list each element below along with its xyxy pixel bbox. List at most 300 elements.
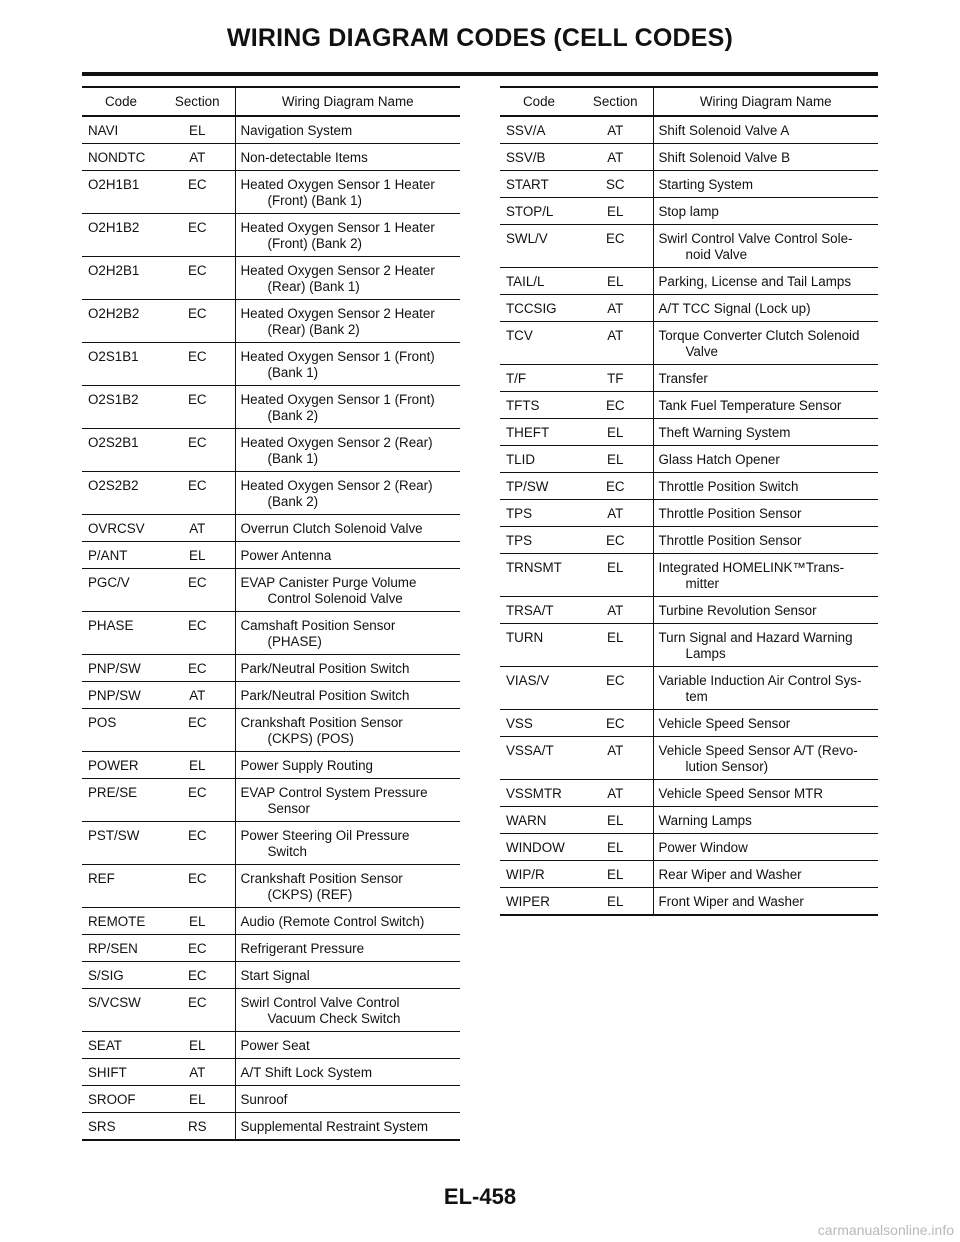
cell-name-line: A/T Shift Lock System [240,1065,372,1080]
table-row [82,752,460,779]
cell-code: NONDTC [88,150,146,165]
cell-name [653,365,878,392]
cell-name-line: tem [685,689,708,704]
cell-name [653,527,878,554]
cell-name-line: Park/Neutral Position Switch [240,688,410,703]
table-row [500,667,878,710]
cell-section: EL [578,554,653,597]
cell-name [235,989,460,1032]
table-row [500,710,878,737]
cell-code: TCV [506,328,533,343]
cell-section: EL [160,542,235,569]
cell-name-line: Parking, License and Tail Lamps [658,274,852,289]
cell-name [653,225,878,268]
cell-code: O2S2B2 [88,478,139,493]
cell-name-line: Power Steering Oil Pressure [240,828,410,843]
cell-name-line: Transfer [658,371,708,386]
cell-code: WINDOW [506,840,565,855]
table-row [500,624,878,667]
cell-name-line: Vacuum Check Switch [267,1011,401,1026]
cell-name [235,116,460,144]
table-row [82,472,460,515]
table-row [82,171,460,214]
cell-name [653,780,878,807]
cell-code: TRSA/T [506,603,554,618]
cell-name [235,752,460,779]
cell-name-line: Vehicle Speed Sensor [658,716,791,731]
cell-section: EC [160,300,235,343]
cell-code: O2H2B1 [88,263,140,278]
cell-name-line: (CKPS) (POS) [267,731,354,746]
cell-name-line: Supplemental Restraint System [240,1119,429,1134]
cell-code: STOP/L [506,204,554,219]
cell-name-line: Non-detectable Items [240,150,368,165]
cell-code: WARN [506,813,547,828]
cell-code: PHASE [88,618,134,633]
cell-name-line: Heated Oxygen Sensor 1 Heater [240,177,435,192]
table-row [500,500,878,527]
cell-section: EC [160,655,235,682]
cell-section: SC [578,171,653,198]
cell-name [653,888,878,916]
cell-name-line: Lamps [685,646,726,661]
table-row [500,861,878,888]
cell-section: EL [578,446,653,473]
cell-code: PNP/SW [88,661,141,676]
cell-name [653,171,878,198]
cell-section: EC [578,473,653,500]
page-title: WIRING DIAGRAM CODES (CELL CODES) [226,24,734,52]
cell-name [653,446,878,473]
cell-name [653,861,878,888]
cell-code: O2H1B2 [88,220,140,235]
cell-code: NAVI [88,123,119,138]
table-row [82,257,460,300]
cell-name [653,473,878,500]
cell-code: O2S1B2 [88,392,139,407]
cell-name [235,655,460,682]
cell-name-line: Switch [267,844,307,859]
cell-name [653,834,878,861]
cell-name-line: mitter [685,576,719,591]
right-table-body [500,116,878,915]
cell-section: EC [160,569,235,612]
cell-name-line: Warning Lamps [658,813,752,828]
table-row [82,542,460,569]
cell-section: AT [160,515,235,542]
cell-name-line: Theft Warning System [658,425,791,440]
cell-code: WIPER [506,894,550,909]
table-row [82,343,460,386]
cell-code: SSV/B [506,150,546,165]
table-row [500,527,878,554]
cell-section: RS [160,1113,235,1141]
cell-name [235,1032,460,1059]
table-row [500,268,878,295]
table-row [82,214,460,257]
cell-name-line: Sensor [267,801,310,816]
cell-name [653,710,878,737]
table-header-row [82,87,460,116]
cell-name-line: Shift Solenoid Valve B [658,150,791,165]
table-row [82,779,460,822]
cell-name [653,322,878,365]
cell-name-line: Glass Hatch Opener [658,452,780,467]
cell-name-line: Turbine Revolution Sensor [658,603,817,618]
codes-table-left [82,86,460,1141]
cell-name-line: (Bank 1) [267,365,319,380]
cell-name-line: (Front) (Bank 1) [267,193,362,208]
header-section: Section [578,87,653,116]
header-name: Wiring Diagram Name [699,93,832,109]
codes-table-right [500,86,878,916]
cell-name-line: lution Sensor) [685,759,769,774]
cell-section: AT [578,780,653,807]
cell-name-line: Rear Wiper and Washer [658,867,802,882]
cell-name-line: Valve [685,344,719,359]
title-rule [82,72,878,76]
cell-name-line: Crankshaft Position Sensor [240,715,403,730]
cell-section: EC [160,612,235,655]
cell-name [653,268,878,295]
cell-name [653,500,878,527]
table-row [82,908,460,935]
cell-section: EC [578,225,653,268]
cell-name-line: Stop lamp [658,204,719,219]
cell-name-line: Throttle Position Switch [658,479,799,494]
cell-name [235,542,460,569]
cell-section: EL [160,1032,235,1059]
cell-name-line: (Rear) (Bank 1) [267,279,360,294]
left-column [82,86,460,1141]
cell-name [653,116,878,144]
cell-section: EC [160,343,235,386]
table-row [500,807,878,834]
cell-code: TLID [506,452,536,467]
cell-section: AT [578,737,653,780]
cell-section: EL [578,888,653,916]
cell-code: SEAT [88,1038,122,1053]
table-row [500,737,878,780]
cell-code: WIP/R [506,867,545,882]
cell-section: EL [578,861,653,888]
cell-code: RP/SEN [88,941,138,956]
cell-name [235,709,460,752]
cell-section: EC [160,257,235,300]
table-header-row [500,87,878,116]
cell-name-line: Heated Oxygen Sensor 2 (Rear) [240,478,433,493]
cell-section: EC [160,214,235,257]
cell-name-line: Refrigerant Pressure [240,941,365,956]
cell-name-line: Variable Induction Air Control Sys- [658,673,862,688]
table-row [500,597,878,624]
cell-name [653,198,878,225]
cell-name-line: (PHASE) [267,634,322,649]
cell-section: EL [578,198,653,225]
cell-name-line: Sunroof [240,1092,288,1107]
cell-name-line: (Bank 2) [267,494,319,509]
cell-code: PST/SW [88,828,140,843]
cell-name-line: Throttle Position Sensor [658,506,802,521]
cell-code: REMOTE [88,914,146,929]
cell-name [235,908,460,935]
cell-section: AT [578,500,653,527]
table-row [82,655,460,682]
table-row [500,419,878,446]
cell-name [653,144,878,171]
cell-section: EC [578,710,653,737]
table-row [82,989,460,1032]
cell-section: EL [578,834,653,861]
cell-name [235,779,460,822]
table-row [500,888,878,916]
cell-section: AT [578,597,653,624]
table-row [82,386,460,429]
cell-name-line: Heated Oxygen Sensor 1 (Front) [240,392,435,407]
cell-name [235,144,460,171]
cell-code: S/SIG [88,968,124,983]
cell-name [235,865,460,908]
table-row [500,225,878,268]
cell-name-line: noid Valve [685,247,748,262]
cell-name-line: (CKPS) (REF) [267,887,353,902]
cell-name-line: A/T TCC Signal (Lock up) [658,301,811,316]
cell-code: POWER [88,758,139,773]
cell-name [653,667,878,710]
cell-name [235,569,460,612]
cell-section: AT [578,295,653,322]
table-row [82,116,460,144]
cell-name-line: Swirl Control Valve Control Sole- [658,231,853,246]
table-row [82,962,460,989]
table-row [82,612,460,655]
cell-section: EL [578,807,653,834]
table-row [82,300,460,343]
cell-section: EC [160,472,235,515]
table-row [500,780,878,807]
cell-name [235,612,460,655]
cell-section: EC [160,962,235,989]
cell-name-line: Front Wiper and Washer [658,894,804,909]
cell-code: TPS [506,533,533,548]
cell-code: POS [88,715,117,730]
header-section: Section [160,87,235,116]
cell-section: EC [160,709,235,752]
cell-name-line: Heated Oxygen Sensor 2 Heater [240,263,435,278]
cell-code: OVRCSV [88,521,145,536]
cell-name [653,807,878,834]
cell-code: SSV/A [506,123,546,138]
cell-name [235,300,460,343]
table-row [82,1086,460,1113]
cell-name [653,624,878,667]
table-row [82,709,460,752]
cell-name-line: Starting System [658,177,754,192]
cell-name [653,392,878,419]
table-row [82,1059,460,1086]
table-row [500,116,878,144]
cell-name-line: Power Seat [240,1038,310,1053]
cell-section: EC [160,171,235,214]
cell-name-line: Park/Neutral Position Switch [240,661,410,676]
table-row [82,1032,460,1059]
table-row [500,295,878,322]
cell-section: EC [160,429,235,472]
cell-code: TFTS [506,398,540,413]
page-number: EL-458 [443,1184,517,1209]
table-row [82,515,460,542]
cell-name-line: Swirl Control Valve Control [240,995,400,1010]
cell-section: EC [578,667,653,710]
cell-code: O2S1B1 [88,349,139,364]
cell-name-line: Crankshaft Position Sensor [240,871,403,886]
cell-name-line: (Bank 2) [267,408,319,423]
cell-name [653,419,878,446]
left-table-body [82,116,460,1140]
cell-code: VSSA/T [506,743,554,758]
cell-name-line: Shift Solenoid Valve A [658,123,790,138]
table-row [500,473,878,500]
cell-section: EL [160,752,235,779]
cell-name-line: (Bank 1) [267,451,319,466]
table-row [500,834,878,861]
cell-code: TCCSIG [506,301,557,316]
cell-name [235,214,460,257]
cell-code: PGC/V [88,575,130,590]
cell-name [235,343,460,386]
table-row [82,865,460,908]
cell-code: VIAS/V [506,673,550,688]
cell-name [235,386,460,429]
cell-name [235,429,460,472]
cell-name [235,1113,460,1141]
right-column [500,86,878,916]
cell-code: T/F [506,371,527,386]
table-row [82,1113,460,1141]
table-row [500,198,878,225]
cell-section: AT [160,1059,235,1086]
cell-section: EC [578,527,653,554]
cell-name-line: Heated Oxygen Sensor 1 (Front) [240,349,435,364]
cell-code: TRNSMT [506,560,562,575]
cell-name [235,257,460,300]
cell-name-line: Torque Converter Clutch Solenoid [658,328,860,343]
cell-code: REF [88,871,115,886]
cell-code: O2H1B1 [88,177,140,192]
cell-name [235,472,460,515]
cell-section: AT [578,144,653,171]
cell-name [235,822,460,865]
cell-section: EC [160,822,235,865]
table-row [500,322,878,365]
cell-name-line: Heated Oxygen Sensor 2 (Rear) [240,435,433,450]
cell-name-line: Vehicle Speed Sensor MTR [658,786,823,801]
cell-name [235,1059,460,1086]
cell-name [235,935,460,962]
table-row [82,935,460,962]
cell-code: SRS [88,1119,116,1134]
cell-code: THEFT [506,425,550,440]
table-row [500,365,878,392]
table-row [500,392,878,419]
cell-code: SHIFT [88,1065,127,1080]
cell-name-line: Power Window [658,840,748,855]
table-row [500,171,878,198]
cell-section: EC [578,392,653,419]
table-row [500,554,878,597]
cell-code: S/VCSW [88,995,141,1010]
table-row [82,822,460,865]
cell-code: TURN [506,630,544,645]
table-row [82,429,460,472]
cell-name [235,962,460,989]
cell-name-line: (Front) (Bank 2) [267,236,362,251]
cell-section: AT [578,322,653,365]
table-row [500,144,878,171]
cell-section: EC [160,865,235,908]
header-code: Code [104,93,137,109]
cell-name [235,1086,460,1113]
cell-name-line: Heated Oxygen Sensor 1 Heater [240,220,435,235]
cell-name-line: Integrated HOMELINK™Trans- [658,560,845,575]
cell-name [653,554,878,597]
table-row [82,682,460,709]
footer-watermark: carmanualsonline.info [817,1222,954,1238]
cell-code: O2S2B1 [88,435,139,450]
cell-section: AT [160,682,235,709]
table-row [82,569,460,612]
cell-name-line: EVAP Control System Pressure [240,785,428,800]
cell-name-line: Vehicle Speed Sensor A/T (Revo- [658,743,858,758]
cell-code: SROOF [88,1092,136,1107]
cell-section: TF [578,365,653,392]
cell-section: AT [160,144,235,171]
cell-name-line: Turn Signal and Hazard Warning [658,630,853,645]
cell-name-line: Camshaft Position Sensor [240,618,396,633]
table-row [500,446,878,473]
cell-name-line: Heated Oxygen Sensor 2 Heater [240,306,435,321]
cell-code: PRE/SE [88,785,138,800]
cell-name [653,295,878,322]
cell-code: P/ANT [88,548,128,563]
cell-name [653,597,878,624]
cell-name-line: (Rear) (Bank 2) [267,322,360,337]
cell-code: TPS [506,506,533,521]
cell-code: O2H2B2 [88,306,140,321]
header-code: Code [522,93,555,109]
cell-code: SWL/V [506,231,548,246]
cell-code: TAIL/L [506,274,545,289]
cell-name-line: EVAP Canister Purge Volume [240,575,417,590]
cell-code: VSS [506,716,533,731]
cell-name-line: Overrun Clutch Solenoid Valve [240,521,423,536]
cell-name-line: Tank Fuel Temperature Sensor [658,398,842,413]
cell-code: TP/SW [506,479,549,494]
cell-section: EL [160,116,235,144]
table-row [82,144,460,171]
cell-code: START [506,177,549,192]
cell-name [235,682,460,709]
cell-name-line: Power Supply Routing [240,758,373,773]
cell-section: AT [578,116,653,144]
cell-section: EL [578,419,653,446]
cell-name [653,737,878,780]
cell-name-line: Start Signal [240,968,310,983]
cell-section: EC [160,935,235,962]
header-name: Wiring Diagram Name [281,93,414,109]
cell-name [235,515,460,542]
cell-section: EL [578,624,653,667]
